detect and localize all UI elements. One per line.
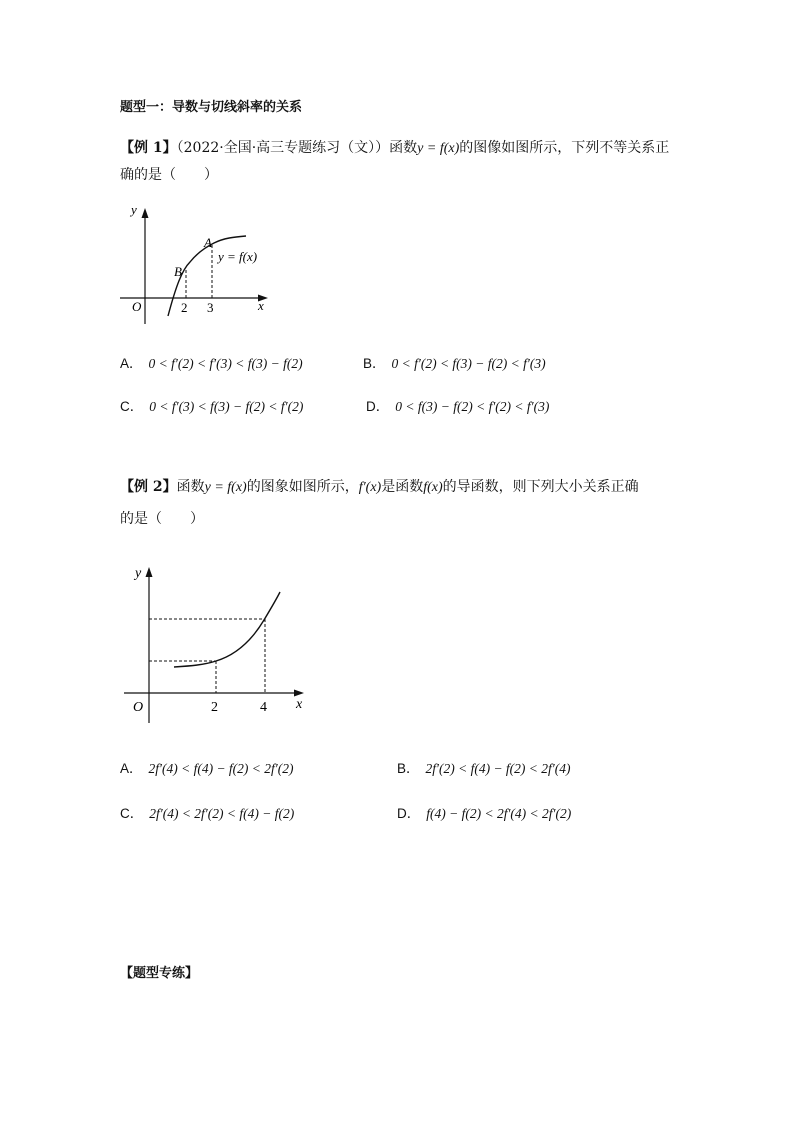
- option-expr: 2f′(4) < 2f′(2) < f(4) − f(2): [149, 806, 295, 821]
- example2-stem-b: 的图象如图所示，: [246, 479, 359, 495]
- example1-point-a: A: [204, 235, 212, 250]
- option-expr: f(4) − f(2) < 2f′(4) < 2f′(2): [426, 806, 572, 821]
- example1-point-b: B: [174, 264, 182, 279]
- option-expr: 2f′(2) < f(4) − f(2) < 2f′(4): [425, 761, 571, 776]
- option-expr: 0 < f′(2) < f′(3) < f(3) − f(2): [148, 356, 303, 371]
- example2-option-c[interactable]: [120, 802, 294, 822]
- example1-tag: 【例 1】: [120, 140, 177, 156]
- option-letter: B．: [397, 761, 420, 776]
- option-expr: 0 < f′(2) < f(3) − f(2) < f′(3): [391, 356, 546, 371]
- example1-stem-a: 函数: [389, 140, 418, 156]
- example2-graph: [118, 558, 318, 726]
- example1-option-a[interactable]: [120, 352, 303, 372]
- example2-tag: 【例 2】: [120, 479, 177, 495]
- example2-origin-label: O: [133, 700, 144, 715]
- practice-title: 【题型专练】: [120, 966, 199, 981]
- example1-option-b[interactable]: [363, 352, 546, 372]
- example1-graph: [112, 200, 292, 328]
- option-letter: A．: [120, 761, 143, 776]
- example2-x-label: x: [296, 697, 303, 712]
- example2-option-b[interactable]: [397, 757, 570, 777]
- option-expr: 0 < f(3) − f(2) < f′(2) < f′(3): [395, 399, 550, 414]
- example1-curve-label: y = f(x): [218, 249, 258, 264]
- example1-stem-b: 的图像如图所示，下列不等关系正: [459, 140, 670, 156]
- example1-option-c[interactable]: [120, 395, 303, 415]
- example2-fx: f(x): [423, 480, 443, 495]
- option-letter: D．: [397, 806, 421, 821]
- example1-origin-label: O: [132, 299, 142, 314]
- example2-stem-c: 是函数: [381, 479, 424, 495]
- section-title: 题型一：导数与切线斜率的关系: [120, 100, 303, 115]
- example1-stem-line2: 确的是（ ）: [120, 167, 218, 183]
- option-letter: C．: [120, 399, 144, 414]
- example1-y-label: y: [131, 202, 137, 217]
- option-letter: B．: [363, 356, 386, 371]
- example2-deriv: f′(x): [358, 480, 382, 495]
- example1-source: （2022·全国·高三专题练习（文））: [176, 140, 390, 156]
- example1-tick-3: 3: [207, 300, 214, 315]
- example2-stem-a: 函数: [176, 479, 205, 495]
- example1-option-d[interactable]: [366, 395, 549, 415]
- option-expr: 2f′(4) < f(4) − f(2) < 2f′(2): [148, 761, 294, 776]
- example2-stem: [120, 477, 639, 498]
- example2-option-a[interactable]: [120, 757, 293, 777]
- example2-tick-2: 2: [211, 700, 218, 715]
- example2-func: y = f(x): [204, 480, 247, 495]
- example1-stem: [120, 138, 669, 159]
- option-letter: A．: [120, 356, 143, 371]
- example2-stem-line2: 的是（ ）: [120, 511, 204, 527]
- example1-func: y = f(x): [417, 141, 460, 156]
- option-letter: D．: [366, 399, 390, 414]
- example2-y-label: y: [135, 566, 142, 581]
- option-letter: C．: [120, 806, 144, 821]
- example1-tick-2: 2: [181, 300, 188, 315]
- example2-option-d[interactable]: [397, 802, 571, 822]
- example1-x-label: x: [258, 298, 264, 313]
- example2-tick-4: 4: [260, 700, 267, 715]
- example2-stem-d: 的导函数，则下列大小关系正确: [442, 479, 639, 495]
- option-expr: 0 < f′(3) < f(3) − f(2) < f′(2): [149, 399, 304, 414]
